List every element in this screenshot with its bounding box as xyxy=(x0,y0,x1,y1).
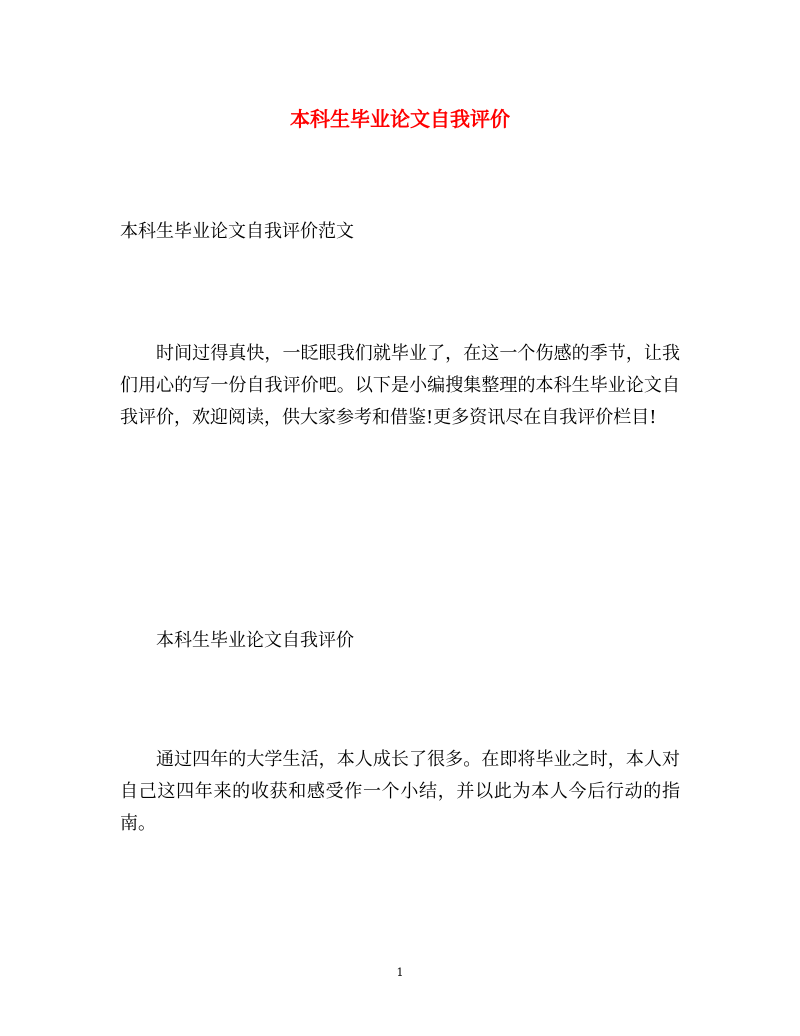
document-title: 本科生毕业论文自我评价 xyxy=(290,107,510,131)
section-heading: 本科生毕业论文自我评价 xyxy=(156,630,354,651)
intro-paragraph: 时间过得真快，一眨眼我们就毕业了，在这一个伤感的季节，让我们用心的写一份自我评价吧。以下是小编搜集整理的本科生毕业论文自我评价，欢迎阅读，供大家参考和借鉴!更多资讯尽在自我评价栏目! xyxy=(120,343,680,428)
body-paragraph: 通过四年的大学生活，本人成长了很多。在即将毕业之时，本人对自己这四年来的收获和感受作一个小结，并以此为本人今后行动的指南。 xyxy=(120,749,680,834)
page-number: 1 xyxy=(396,966,404,979)
document-subtitle: 本科生毕业论文自我评价范文 xyxy=(120,221,354,242)
